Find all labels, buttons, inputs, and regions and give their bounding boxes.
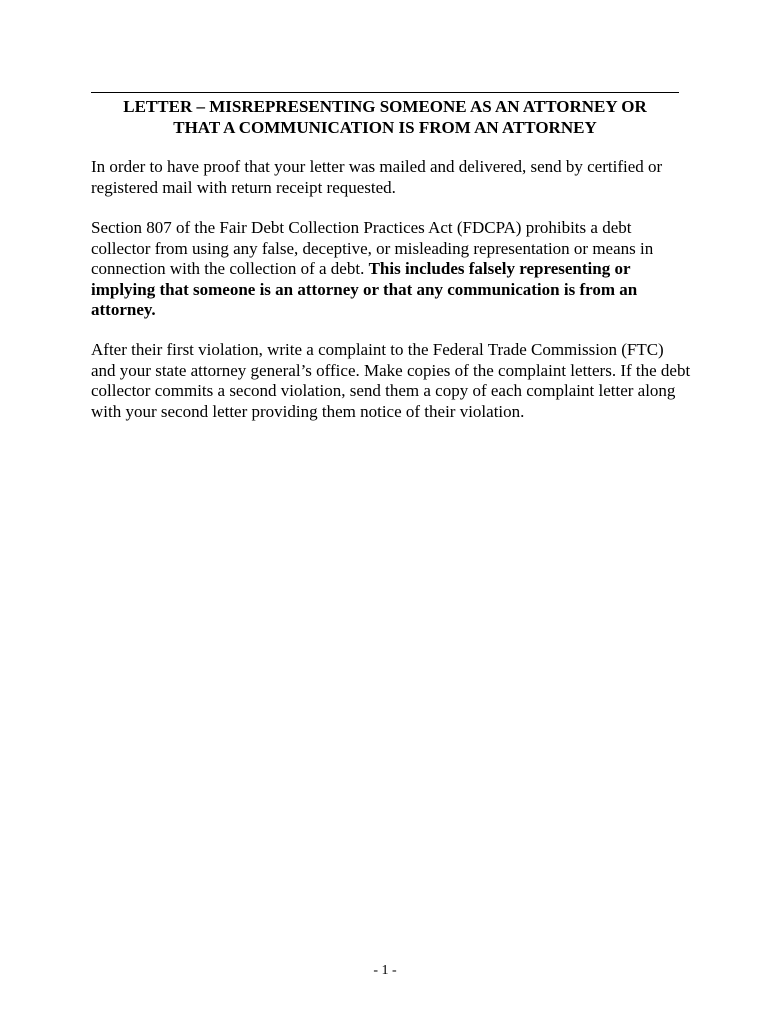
paragraph-mailing-instructions	[91, 157, 691, 198]
document-title	[91, 96, 679, 138]
paragraph-2-bold-text: This includes falsely representing or implying that someone is an attorney or that any communication is from an attorney.	[91, 259, 638, 320]
paragraph-complaint-instructions	[91, 340, 691, 422]
paragraph-2-text: Section 807 of the Fair Debt Collection Practices Act (FDCPA) prohibits a debt collector from using any false, deceptive, or misleading representation or means in connection with the collection of a debt.	[91, 218, 654, 279]
title-line-1: LETTER – MISREPRESENTING SOMEONE AS AN ATTORNEY OR	[123, 97, 647, 116]
header-rule	[91, 92, 679, 93]
paragraph-fdcpa-section-807	[91, 218, 691, 321]
paragraph-3-text: After their first violation, write a complaint to the Federal Trade Commission (FTC) and your state attorney general’s office. Make copies of the complaint letters. If the debt collector commits a second violation, send them a copy of each complaint letter along with your second letter providing them notice of their violation.	[91, 340, 691, 421]
paragraph-1-text: In order to have proof that your letter was mailed and delivered, send by certified or registered mail with return receipt requested.	[91, 157, 663, 197]
title-line-2: THAT A COMMUNICATION IS FROM AN ATTORNEY	[173, 118, 597, 137]
page-number: - 1 -	[373, 963, 397, 978]
